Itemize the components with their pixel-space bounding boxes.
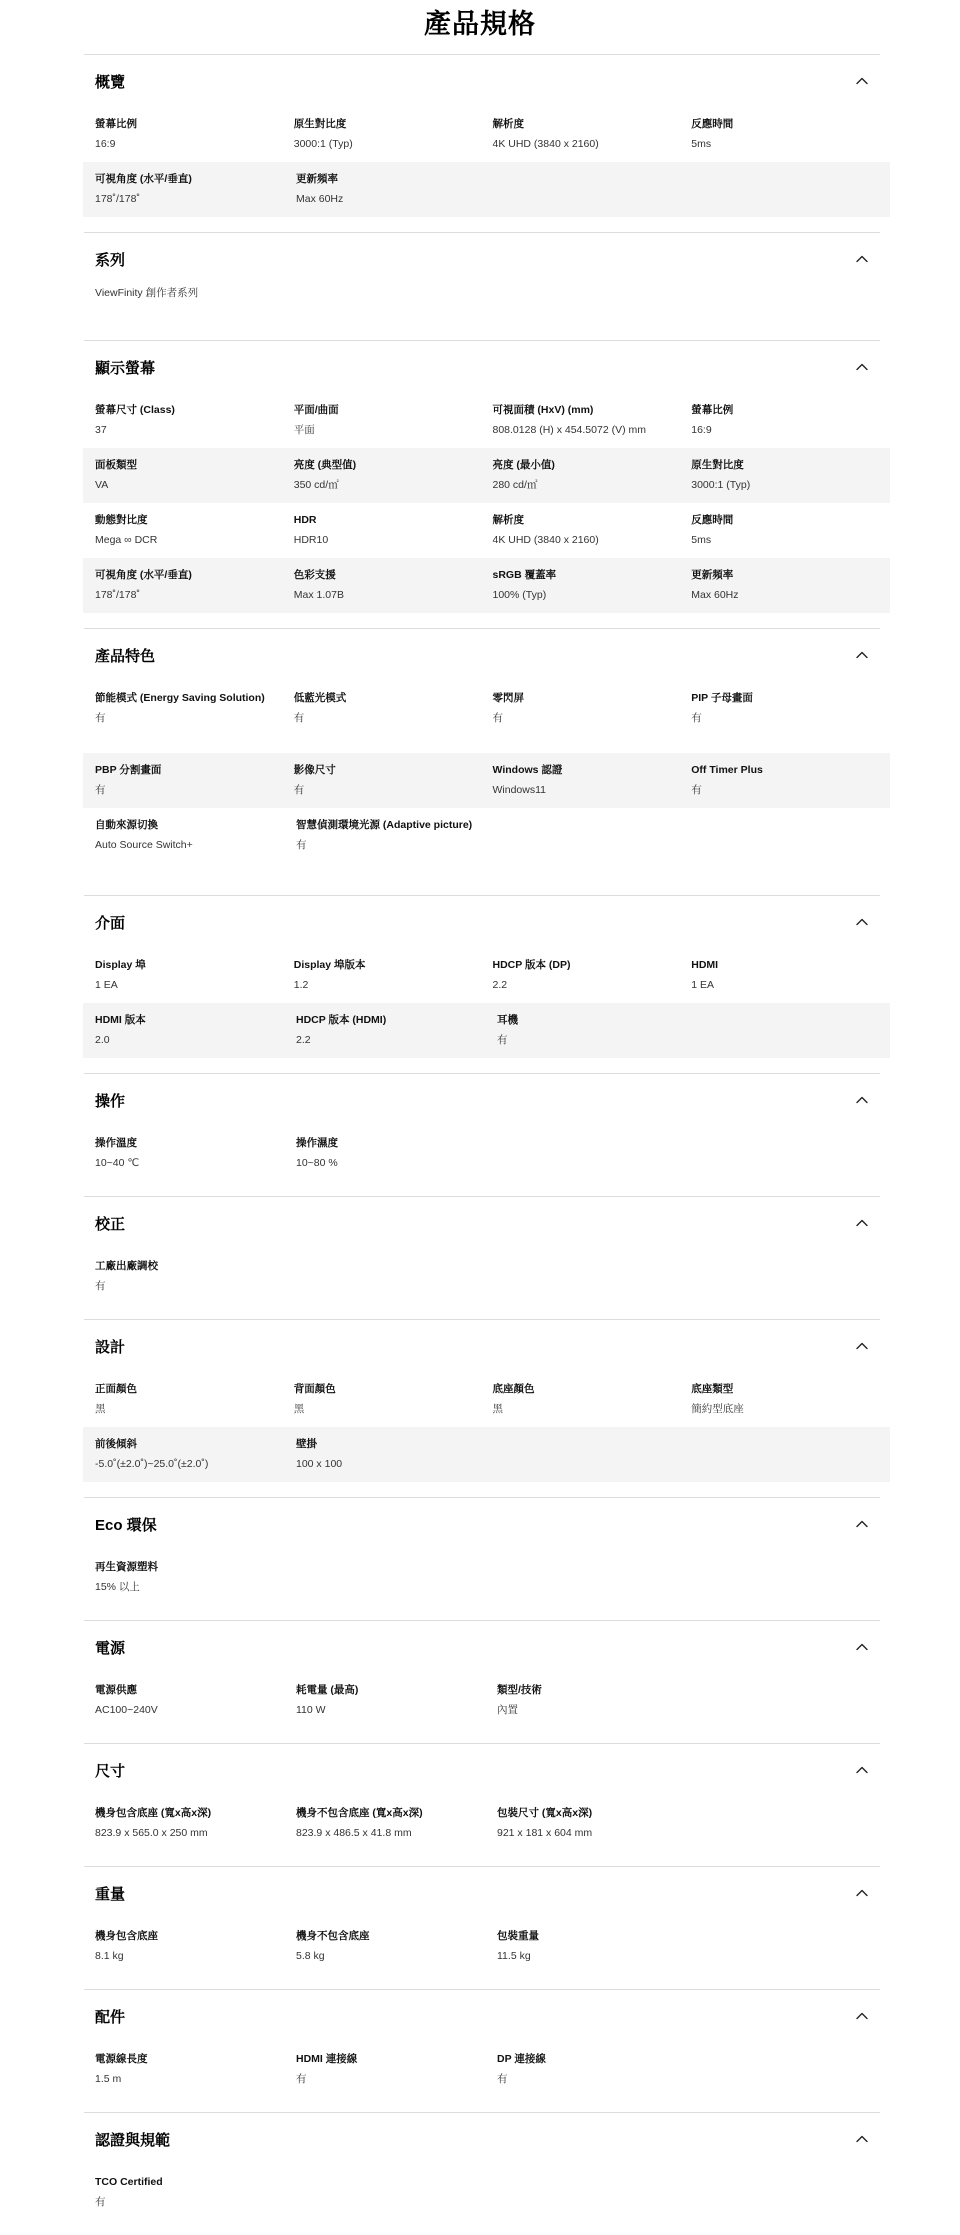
spec-value: 1.2 (293, 979, 309, 991)
spec-label: 平面/曲面 (293, 404, 339, 416)
spec-item (294, 691, 493, 753)
spec-label: HDMI (691, 959, 719, 971)
spec-label: 解析度 (492, 514, 524, 526)
spec-item (294, 403, 493, 448)
section-title: Eco 環保 (95, 1516, 157, 1534)
section-body (84, 1550, 880, 1620)
section-header-toggle[interactable] (84, 1320, 880, 1372)
spec-label: 亮度 (最小值) (492, 459, 555, 471)
spec-item (493, 763, 692, 808)
spec-value: 有 (691, 712, 702, 724)
spec-item (493, 513, 692, 558)
spec-section (84, 232, 880, 340)
section-title: 操作 (95, 1092, 126, 1110)
section-title: 尺寸 (95, 1762, 126, 1780)
page-title: 產品規格 (424, 9, 536, 39)
section-header-toggle[interactable] (84, 1867, 880, 1919)
chevron-up-icon[interactable] (854, 251, 870, 267)
spec-value: 350 cd/㎡ (293, 479, 339, 491)
spec-label: PBP 分割畫面 (95, 764, 162, 776)
spec-value: Mega ∞ DCR (95, 534, 158, 546)
spec-value: 有 (691, 784, 702, 796)
spec-value: 1 EA (95, 979, 118, 991)
spec-value: 有 (95, 1280, 106, 1292)
spec-value: 3000:1 (Typ) (293, 138, 353, 150)
spec-label: 更新頻率 (296, 173, 338, 185)
spec-label: 可視面積 (HxV) (mm) (492, 404, 594, 416)
spec-value: 4K UHD (3840 x 2160) (492, 534, 599, 546)
spec-item (95, 1013, 296, 1058)
section-body (84, 1372, 880, 1497)
spec-section (84, 54, 880, 232)
spec-value: 100% (Typ) (492, 589, 547, 601)
section-header-toggle[interactable] (84, 2113, 880, 2165)
spec-value: 有 (492, 712, 503, 724)
spec-label: 包裝重量 (497, 1930, 539, 1942)
spec-row (83, 1003, 890, 1058)
section-title: 介面 (95, 914, 126, 932)
spec-section (84, 1989, 880, 2112)
spec-value: 有 (293, 712, 305, 724)
spec-item (95, 1683, 296, 1728)
spec-item (296, 1013, 497, 1058)
spec-label: 包裝尺寸 (寬x高x深) (497, 1807, 593, 1819)
spec-row (83, 1427, 890, 1482)
spec-value: 黑 (95, 1403, 106, 1415)
spec-label: PIP 子母畫面 (691, 692, 753, 704)
section-title: 產品特色 (95, 647, 156, 665)
spec-label: 自動來源切換 (95, 819, 158, 831)
section-body (84, 393, 880, 628)
spec-item (493, 691, 692, 753)
spec-value: 平面 (293, 424, 315, 436)
spec-item (296, 1929, 497, 1974)
section-title: 重量 (95, 1885, 126, 1903)
spec-item (294, 513, 493, 558)
spec-label: 底座類型 (691, 1383, 734, 1395)
section-header-toggle[interactable] (84, 1498, 880, 1550)
spec-item (493, 403, 692, 448)
spec-value: AC100~240V (95, 1704, 158, 1716)
spec-item (95, 691, 294, 753)
chevron-up-icon[interactable] (854, 1215, 870, 1231)
section-header-toggle[interactable] (84, 341, 880, 393)
section-body (84, 1249, 880, 1319)
spec-label: 耳機 (497, 1014, 518, 1026)
spec-row (83, 753, 890, 808)
spec-value: -5.0˚(±2.0˚)~25.0˚(±2.0˚) (95, 1458, 209, 1470)
spec-section (84, 2112, 880, 2235)
spec-value: 有 (296, 2073, 307, 2085)
spec-label: TCO Certified (95, 2176, 163, 2188)
spec-label: 動態對比度 (95, 514, 148, 526)
spec-item (497, 2052, 698, 2097)
spec-value: 黑 (293, 1403, 305, 1415)
spec-value: 黑 (492, 1403, 503, 1415)
spec-row (83, 1126, 890, 1181)
spec-item (294, 117, 493, 162)
spec-value: 37 (95, 424, 107, 436)
section-title: 校正 (95, 1215, 126, 1233)
spec-item (493, 117, 692, 162)
spec-label: 智慧偵測環境光源 (Adaptive picture) (296, 819, 473, 831)
spec-item (95, 1382, 294, 1427)
spec-value: 178˚/178˚ (95, 193, 140, 205)
chevron-up-icon[interactable] (854, 359, 870, 375)
spec-item (95, 1560, 296, 1605)
section-header-toggle[interactable] (84, 1621, 880, 1673)
spec-value: 3000:1 (Typ) (691, 479, 751, 491)
spec-label: 反應時間 (691, 118, 734, 130)
spec-item (296, 2052, 497, 2097)
spec-list (84, 54, 880, 2235)
section-body (84, 1796, 880, 1866)
spec-value: 有 (95, 712, 106, 724)
spec-item (497, 1806, 698, 1851)
spec-label: 原生對比度 (293, 118, 347, 130)
spec-value: 823.9 x 486.5 x 41.8 mm (296, 1827, 412, 1839)
chevron-up-icon[interactable] (854, 2131, 870, 2147)
section-title: 認證與規範 (95, 2131, 171, 2149)
spec-item (95, 1259, 296, 1304)
chevron-up-icon[interactable] (854, 647, 870, 663)
spec-item (493, 1382, 692, 1427)
spec-item (294, 958, 493, 1003)
spec-label: 前後傾斜 (95, 1438, 137, 1450)
section-title: 系列 (95, 251, 126, 269)
spec-row (83, 107, 890, 162)
spec-item (691, 1382, 890, 1427)
spec-section (84, 1196, 880, 1319)
spec-value: 280 cd/㎡ (492, 479, 538, 491)
spec-value: 5ms (691, 138, 712, 150)
spec-item (497, 1683, 698, 1728)
section-body (84, 1673, 880, 1743)
spec-label: HDCP 版本 (DP) (492, 959, 571, 971)
spec-label: 電源線長度 (95, 2053, 148, 2065)
spec-label: 背面顏色 (293, 1383, 336, 1395)
spec-row (83, 1919, 890, 1974)
spec-label: 機身包含底座 (寬x高x深) (95, 1807, 212, 1819)
spec-section (84, 628, 880, 895)
spec-item (95, 458, 294, 503)
spec-label: sRGB 覆蓋率 (492, 569, 557, 581)
chevron-up-icon[interactable] (854, 1092, 870, 1108)
spec-label: 工廠出廠調校 (95, 1260, 158, 1272)
spec-label: HDCP 版本 (HDMI) (296, 1014, 387, 1026)
section-header-toggle[interactable] (84, 1074, 880, 1126)
spec-value: 5.8 kg (296, 1950, 325, 1962)
spec-label: Display 埠 (95, 959, 146, 971)
spec-value: 5ms (691, 534, 712, 546)
spec-value: 1.5 m (95, 2073, 122, 2085)
spec-value: 2.2 (492, 979, 508, 991)
spec-label: 節能模式 (Energy Saving Solution) (95, 692, 265, 704)
spec-row (83, 393, 890, 448)
section-body (84, 1919, 880, 1989)
spec-value: 100 x 100 (296, 1458, 343, 1470)
spec-value: 2.2 (296, 1034, 311, 1046)
spec-value: 178˚/178˚ (95, 589, 140, 601)
chevron-up-icon[interactable] (854, 1338, 870, 1354)
spec-value: 有 (296, 839, 307, 851)
spec-row (83, 448, 890, 503)
spec-label: Display 埠版本 (293, 959, 366, 971)
spec-item (691, 458, 890, 503)
section-header-toggle[interactable] (84, 629, 880, 681)
spec-section (84, 895, 880, 1073)
spec-label: 耗電量 (最高) (296, 1684, 359, 1696)
spec-item (95, 958, 294, 1003)
spec-label: 機身不包含底座 (296, 1930, 370, 1942)
spec-value: 有 (497, 1034, 508, 1046)
spec-item (294, 568, 493, 613)
spec-value: 有 (293, 784, 305, 796)
chevron-up-icon[interactable] (854, 1885, 870, 1901)
spec-value: 1 EA (691, 979, 715, 991)
spec-row (83, 1372, 890, 1427)
spec-value: Max 1.07B (293, 589, 344, 601)
spec-item (296, 1683, 497, 1728)
spec-item (691, 117, 890, 162)
spec-value: 4K UHD (3840 x 2160) (492, 138, 599, 150)
spec-item (691, 763, 890, 808)
spec-item (296, 1136, 497, 1181)
section-header-toggle[interactable] (84, 55, 880, 107)
spec-label: 色彩支援 (293, 569, 336, 581)
chevron-up-icon[interactable] (854, 2008, 870, 2024)
spec-label: 可視角度 (水平/垂直) (95, 569, 192, 581)
chevron-up-icon[interactable] (854, 1639, 870, 1655)
chevron-up-icon[interactable] (854, 1516, 870, 1532)
spec-item (691, 403, 890, 448)
spec-label: 螢幕比例 (691, 404, 734, 416)
spec-section (84, 1866, 880, 1989)
spec-label: Off Timer Plus (691, 764, 763, 776)
spec-label: 可視角度 (水平/垂直) (95, 173, 192, 185)
section-body (84, 1126, 880, 1196)
spec-value: Windows11 (492, 784, 546, 796)
spec-section (84, 340, 880, 628)
spec-item (95, 1437, 296, 1482)
spec-label: 影像尺寸 (293, 764, 336, 776)
spec-value: 15% 以上 (95, 1581, 140, 1593)
spec-label: 螢幕比例 (95, 118, 137, 130)
section-title: 設計 (95, 1338, 126, 1356)
spec-item (294, 1382, 493, 1427)
chevron-up-icon[interactable] (854, 73, 870, 89)
spec-row (83, 681, 890, 753)
spec-label: 操作溫度 (95, 1137, 137, 1149)
spec-label: Windows 認證 (492, 764, 563, 776)
spec-value: 內置 (497, 1704, 518, 1716)
spec-section (84, 1620, 880, 1743)
spec-item (296, 818, 497, 880)
section-body (84, 681, 880, 895)
spec-label: HDR (293, 514, 317, 526)
spec-item (95, 172, 296, 217)
spec-section (84, 1743, 880, 1866)
spec-value: 921 x 181 x 604 mm (497, 1827, 593, 1839)
section-title: 電源 (95, 1639, 126, 1657)
spec-value: Auto Source Switch+ (95, 839, 193, 851)
spec-item (691, 958, 890, 1003)
spec-item (497, 1929, 698, 1974)
spec-label: DP 連接線 (497, 2053, 546, 2065)
spec-value: Max 60Hz (296, 193, 344, 205)
section-body (84, 107, 880, 232)
spec-section (84, 1319, 880, 1497)
section-header-toggle[interactable] (84, 896, 880, 948)
spec-label: 再生資源塑料 (95, 1561, 158, 1573)
spec-row (83, 948, 890, 1003)
spec-row (83, 1249, 890, 1304)
section-body (84, 948, 880, 1073)
spec-item (95, 1806, 296, 1851)
section-header-toggle[interactable] (84, 233, 880, 285)
spec-value: 有 (95, 2196, 106, 2208)
spec-item (95, 2052, 296, 2097)
spec-item (691, 691, 890, 753)
section-text: ViewFinity 創作者系列 (95, 287, 199, 299)
section-header-toggle[interactable] (84, 1744, 880, 1796)
section-title: 概覽 (95, 73, 126, 91)
spec-label: 機身包含底座 (95, 1930, 158, 1942)
section-body (84, 285, 880, 340)
spec-row (83, 558, 890, 613)
spec-label: 機身不包含底座 (寬x高x深) (296, 1807, 423, 1819)
spec-item (296, 1437, 497, 1482)
spec-label: 解析度 (492, 118, 524, 130)
spec-value: 808.0128 (H) x 454.5072 (V) mm (492, 424, 646, 436)
spec-label: 面板類型 (95, 459, 137, 471)
spec-item (493, 568, 692, 613)
spec-label: 更新頻率 (691, 569, 734, 581)
spec-row (83, 1550, 890, 1605)
chevron-up-icon[interactable] (854, 1762, 870, 1778)
spec-label: 螢幕尺寸 (Class) (95, 404, 175, 416)
spec-label: 零閃屏 (492, 692, 524, 704)
spec-item (95, 117, 294, 162)
spec-row (83, 2165, 890, 2220)
section-body (84, 2042, 880, 2112)
spec-item (296, 1806, 497, 1851)
spec-item (95, 1136, 296, 1181)
spec-item (294, 458, 493, 503)
spec-item (95, 513, 294, 558)
chevron-up-icon[interactable] (854, 914, 870, 930)
spec-value: 110 W (296, 1704, 326, 1716)
spec-item (95, 2175, 296, 2220)
spec-row (83, 162, 890, 217)
spec-label: 原生對比度 (691, 459, 744, 471)
spec-item (95, 568, 294, 613)
spec-value: 11.5 kg (497, 1950, 531, 1962)
spec-item (691, 513, 890, 558)
spec-row (83, 1796, 890, 1851)
spec-value: Max 60Hz (691, 589, 739, 601)
spec-item (95, 818, 296, 880)
section-body (84, 2165, 880, 2235)
spec-row (83, 808, 890, 880)
spec-item (294, 763, 493, 808)
spec-value: 16:9 (691, 424, 712, 436)
spec-section (84, 1073, 880, 1196)
spec-label: 類型/技術 (497, 1684, 542, 1696)
spec-item (95, 403, 294, 448)
section-title: 配件 (95, 2008, 126, 2026)
spec-value: 16:9 (95, 138, 116, 150)
spec-item (497, 1013, 698, 1058)
section-header-toggle[interactable] (84, 1990, 880, 2042)
spec-value: 有 (95, 784, 106, 796)
spec-item (95, 763, 294, 808)
spec-row (83, 2042, 890, 2097)
section-header-toggle[interactable] (84, 1197, 880, 1249)
spec-label: 反應時間 (691, 514, 734, 526)
spec-label: HDMI 版本 (95, 1014, 146, 1026)
spec-label: 操作濕度 (296, 1137, 338, 1149)
spec-label: 壁掛 (296, 1438, 317, 1450)
spec-label: 電源供應 (95, 1684, 137, 1696)
spec-item (95, 1929, 296, 1974)
spec-value: 簡約型底座 (691, 1403, 744, 1415)
spec-label: HDMI 連接線 (296, 2053, 358, 2065)
spec-value: 8.1 kg (95, 1950, 124, 1962)
spec-item (691, 568, 890, 613)
spec-section (84, 1497, 880, 1620)
section-title: 顯示螢幕 (95, 359, 156, 377)
spec-value: 10~80 % (296, 1157, 338, 1169)
spec-value: 823.9 x 565.0 x 250 mm (95, 1827, 208, 1839)
spec-value: 2.0 (95, 1034, 110, 1046)
spec-value: VA (95, 479, 109, 491)
spec-value: 有 (497, 2073, 508, 2085)
spec-row (83, 1673, 890, 1728)
spec-label: 正面顏色 (95, 1383, 137, 1395)
spec-item (493, 458, 692, 503)
spec-item (493, 958, 692, 1003)
spec-value: 10~40 ℃ (95, 1157, 140, 1169)
spec-label: 底座顏色 (492, 1383, 535, 1395)
spec-item (296, 172, 497, 217)
spec-value: HDR10 (293, 534, 329, 546)
spec-label: 亮度 (典型值) (293, 459, 357, 471)
spec-row (83, 503, 890, 558)
spec-label: 低藍光模式 (293, 692, 347, 704)
